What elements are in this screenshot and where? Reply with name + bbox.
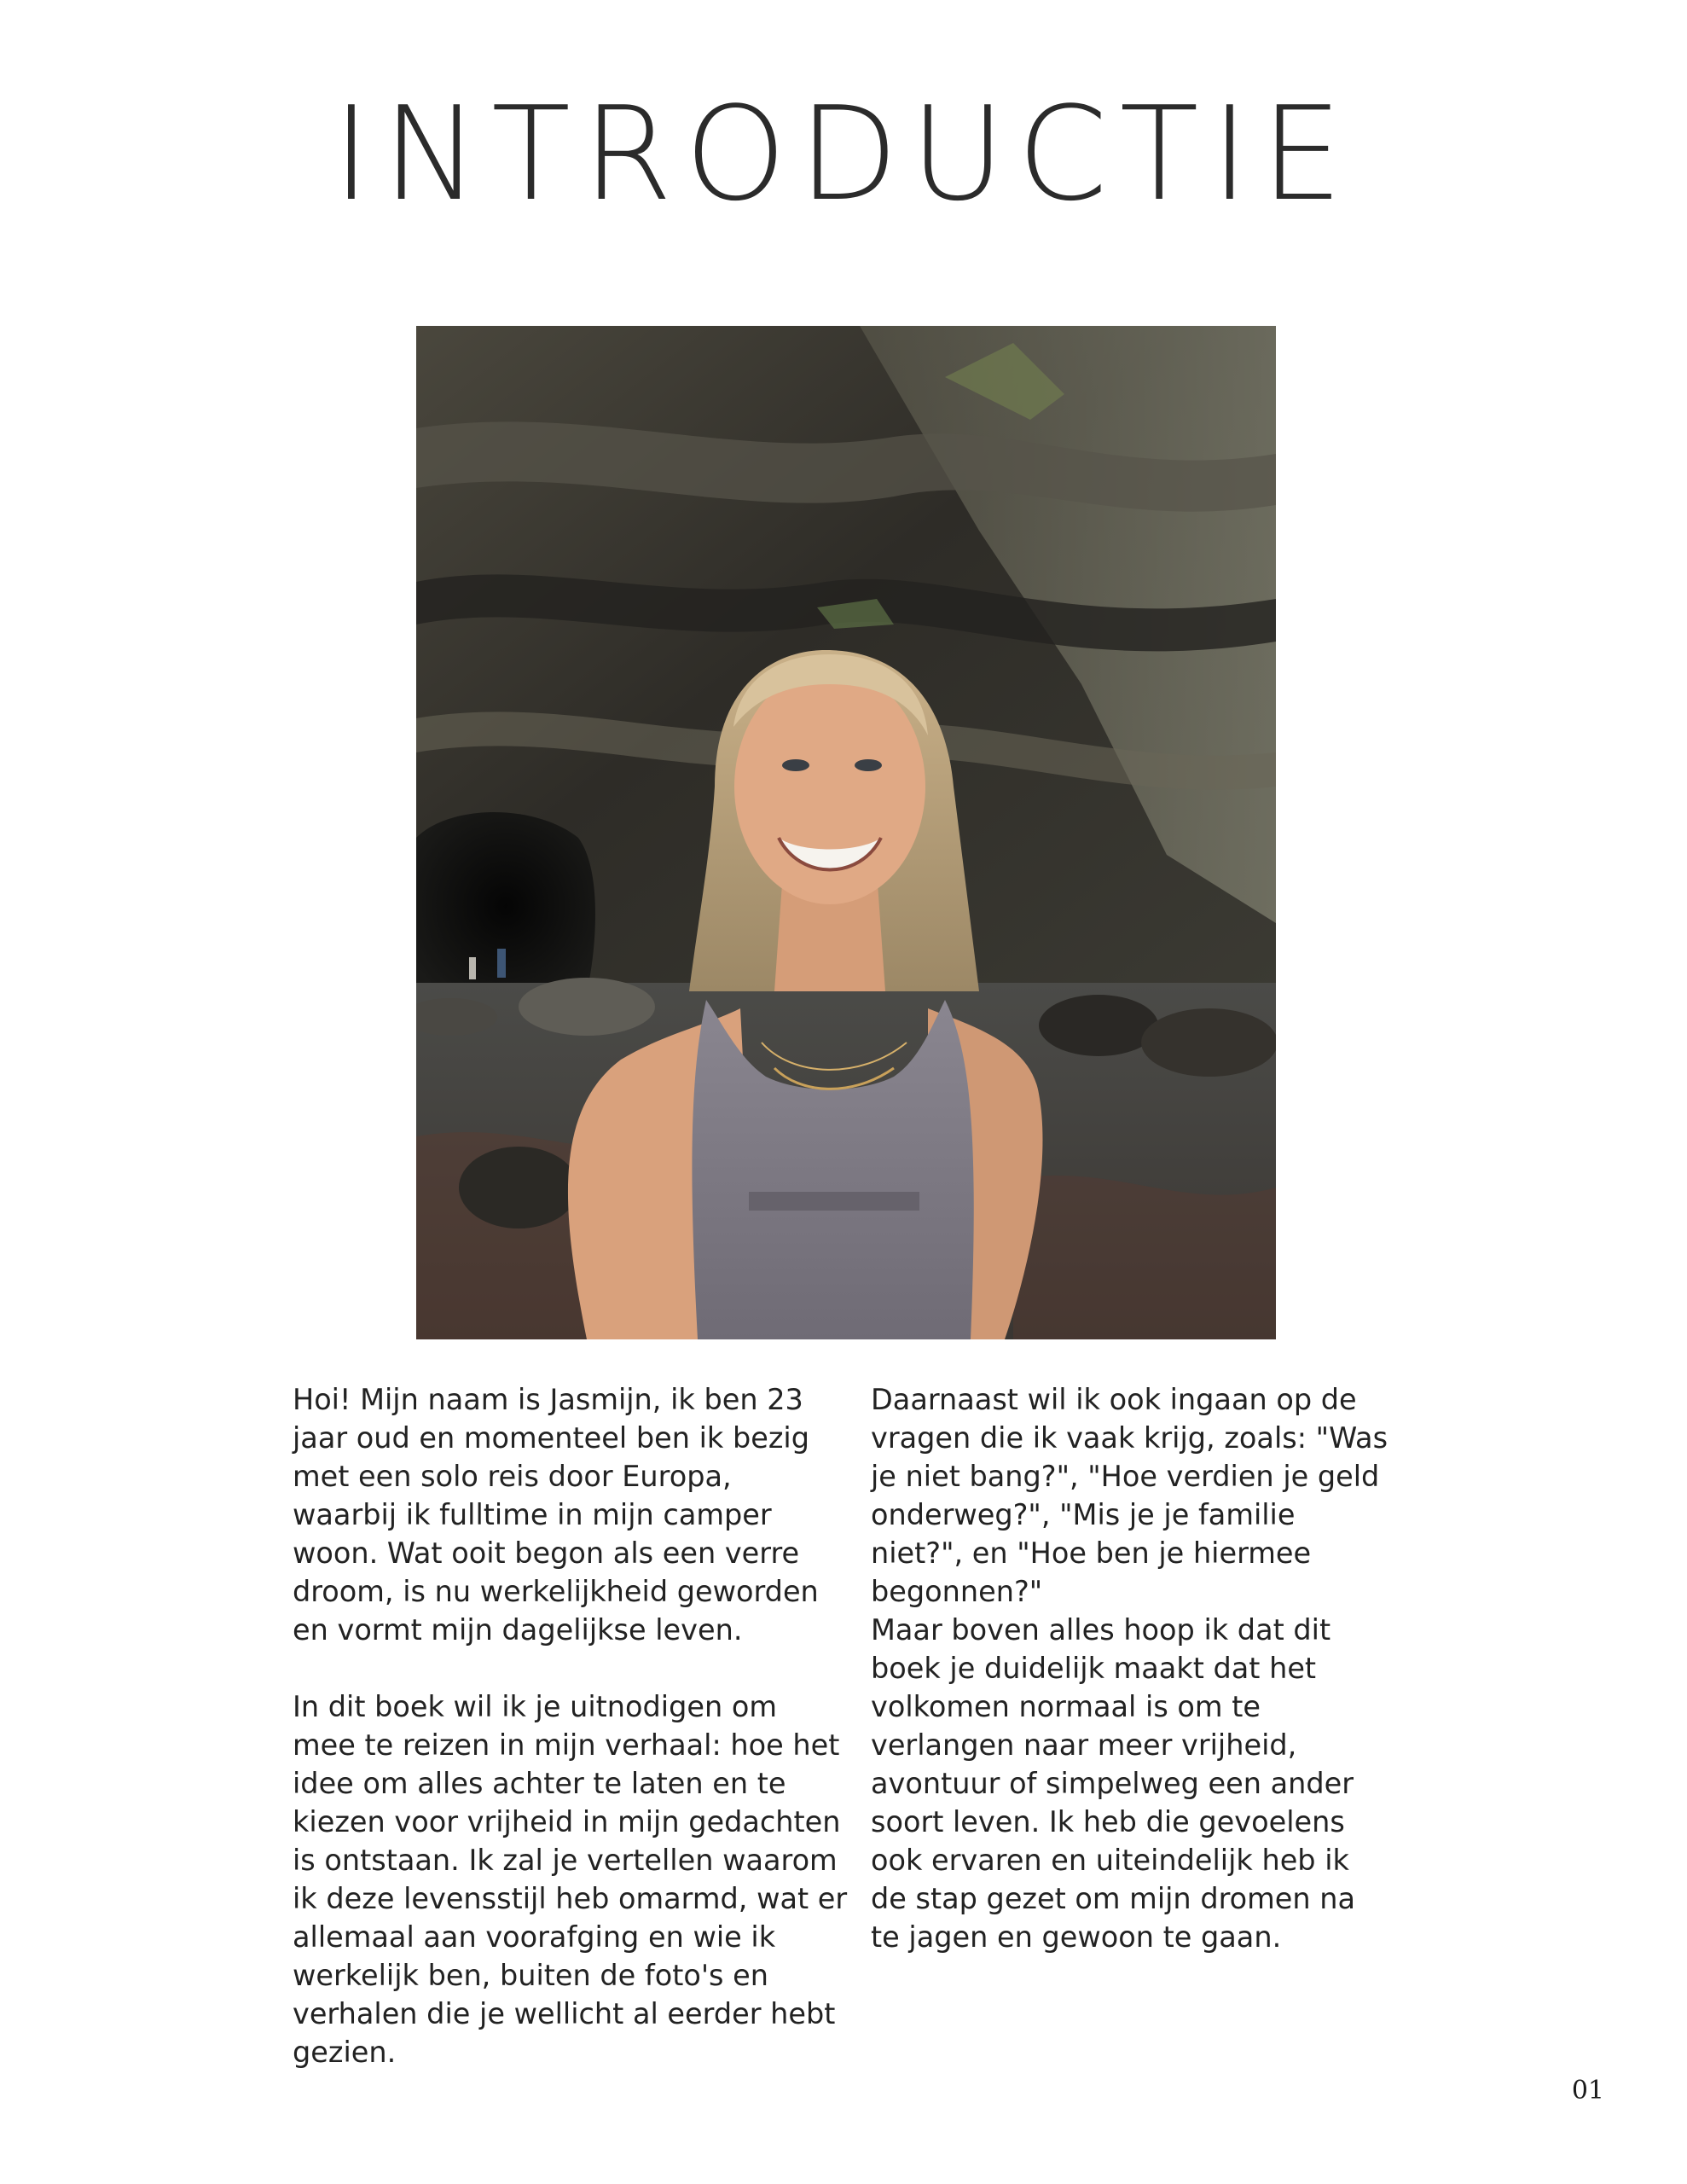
body-column-left bbox=[293, 1380, 855, 2071]
page-number: 01 bbox=[1571, 2076, 1604, 2106]
intro-paragraph-3: Daarnaast wil ik ook ingaan op de vragen die ik vaak krijg, zoals: "Was je niet bang?", "Hoe verdien je geld onderweg?", "Mis je je familie niet?", en "Hoe ben je hiermee begonnen?" bbox=[871, 1383, 1388, 1608]
intro-paragraph-1: Hoi! Mijn naam is Jasmijn, ik ben 23 jaar oud en momenteel ben ik bezig met een solo reis door Europa, waarbij ik fulltime in mijn camper woon. Wat ooit begon als een verre droom, is nu werkelijkheid geworden en vormt mijn dagelijkse leven. bbox=[293, 1383, 819, 1647]
intro-paragraph-2: In dit boek wil ik je uitnodigen om mee te reizen in mijn verhaal: hoe het idee om alles achter te laten en te kiezen voor vrijheid in mijn gedachten is ontstaan. Ik zal je vertellen waarom ik deze levensstijl heb omarmd, wat er allemaal aan voorafging en wie ik werkelijk ben, buiten de foto's en verhalen die je wellicht al eerder hebt gezien. bbox=[293, 1690, 848, 2069]
intro-paragraph-4: Maar boven alles hoop ik dat dit boek je duidelijk maakt dat het volkomen normaal is om te verlangen naar meer vrijheid, avontuur of simpelweg een ander soort leven. Ik heb die gevoelens ook ervaren en uiteindelijk heb ik de stap gezet om mijn dromen na te jagen en gewoon te gaan. bbox=[871, 1613, 1355, 1954]
portrait-photo bbox=[416, 326, 1276, 1339]
page-title: INTRODUCTIE bbox=[332, 78, 1355, 229]
body-column-right bbox=[871, 1380, 1434, 1956]
